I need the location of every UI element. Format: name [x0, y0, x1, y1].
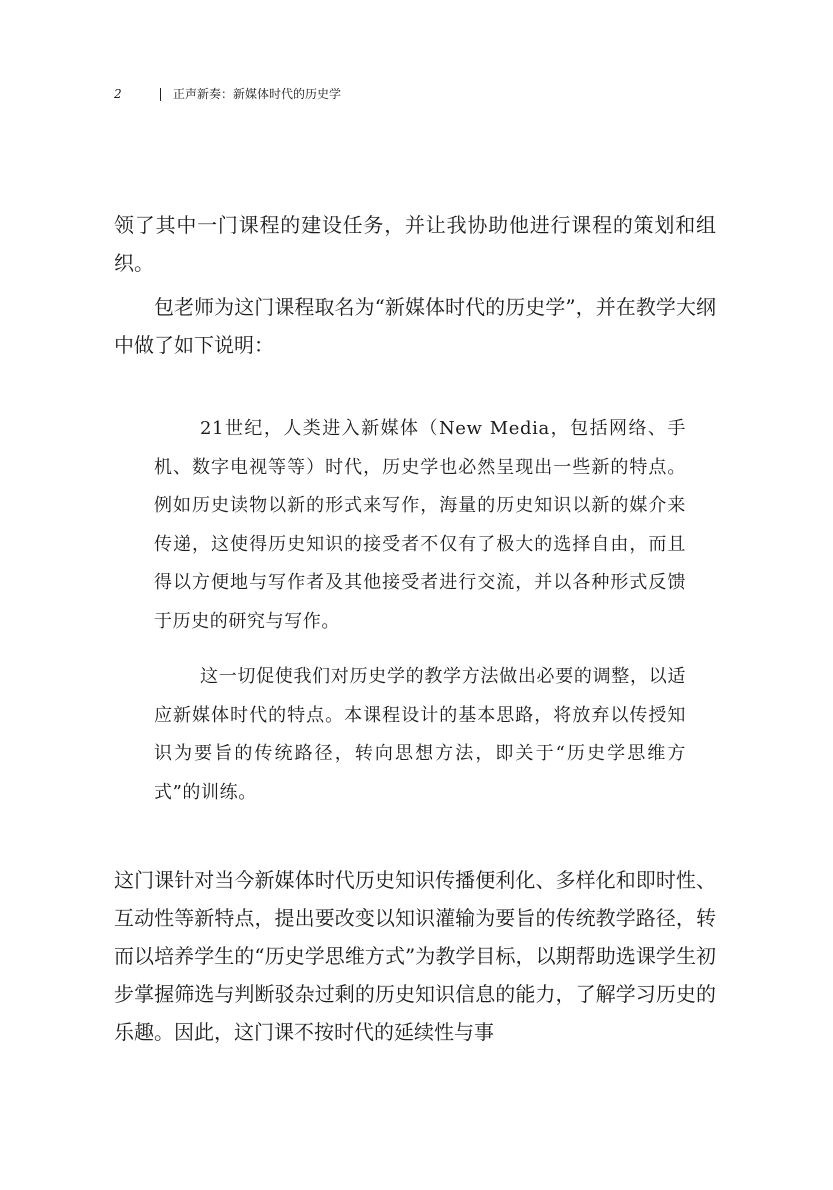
- header-divider: [160, 88, 161, 101]
- page-number: 2: [114, 87, 122, 101]
- paragraph-course-description: 这门课针对当今新媒体时代历史知识传播便利化、多样化和即时性、互动性等新特点，提出要改变以知识灌输为要旨的传统教学路径，转而以培养学生的“历史学思维方式”为教学目标，以期帮助选课学生初步掌握筛选与判断驳杂过剩的历史知识信息的能力，了解学习历史的乐趣。因此，这门课不按时代的延续性与事: [114, 868, 716, 1044]
- book-title: 正声新奏：新媒体时代的历史学: [173, 87, 342, 101]
- blockquote-paragraph-2: 这一切促使我们对历史学的教学方法做出必要的调整，以适应新媒体时代的特点。本课程设计的基本思路，将放弃以传授知识为要旨的传统路径，转向思想方法，即关于“历史学思维方式”的训练。: [154, 666, 686, 803]
- running-header: [114, 84, 341, 104]
- paragraph-course-name: 包老师为这门课程取名为“新媒体时代的历史学”，并在教学大纲中做了如下说明：: [114, 295, 716, 357]
- blockquote-paragraph-1: 21世纪，人类进入新媒体（New Media，包括网络、手机、数字电视等等）时代，历史学也必然呈现出一些新的特点。例如历史读物以新的形式来写作，海量的历史知识以新的媒介来传递，这使得历史知识的接受者不仅有了极大的选择自由，而且得以方便地与写作者及其他接受者进行交流，并以各种形式反馈于历史的研究与写作。: [154, 418, 686, 632]
- paragraph-continuation: 领了其中一门课程的建设任务，并让我协助他进行课程的策划和组织。: [114, 213, 716, 275]
